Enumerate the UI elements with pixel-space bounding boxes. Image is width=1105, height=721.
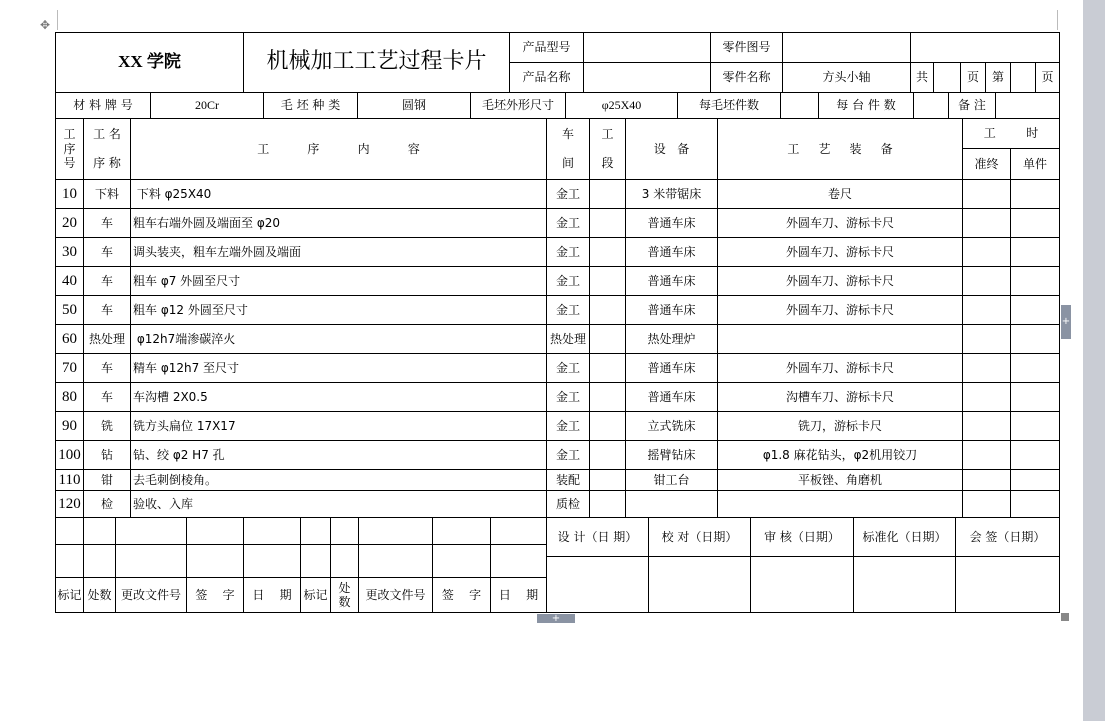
row-no: 120 [55,490,84,518]
col-header-prep: 准终 [962,148,1011,180]
change-log-cell[interactable] [330,544,359,578]
page-corner-mark [57,10,58,30]
row-content[interactable]: 粗车 φ7 外圆至尺寸 [130,266,547,296]
change-log-cell[interactable] [490,517,547,545]
row-section[interactable] [589,411,626,441]
row-section[interactable] [589,353,626,383]
total-pages-value[interactable] [933,62,961,93]
row-workshop[interactable]: 热处理 [546,324,590,354]
change-log-header: 签 字 [186,577,244,613]
row-no: 20 [55,208,84,238]
row-content[interactable]: φ12h7端渗碳淬火 [130,324,547,354]
signature-label: 设 计（日 期） [546,517,649,557]
signature-field[interactable] [648,556,751,613]
row-no: 10 [55,179,84,209]
col-header-name: 工 名 序 称 [83,118,131,180]
row-content[interactable]: 钻、绞 φ2 H7 孔 [130,440,547,470]
row-unit[interactable] [1010,382,1060,412]
table-resize-handle[interactable] [1061,613,1069,621]
blank-cell [910,32,1060,63]
row-prep[interactable] [962,469,1011,491]
row-unit[interactable] [1010,324,1060,354]
row-workshop[interactable]: 金工 [546,237,590,267]
change-log-header: 签 字 [432,577,491,613]
row-prep[interactable] [962,411,1011,441]
row-tooling[interactable]: 外圆车刀、游标卡尺 [717,295,963,325]
total-pages-label: 共 [910,62,934,93]
row-equipment[interactable] [625,490,718,518]
row-section[interactable] [589,266,626,296]
col-header-unit: 单件 [1010,148,1060,180]
material-per-blank[interactable] [780,92,819,119]
material-blank-type[interactable]: 圆钢 [357,92,471,119]
material-per-unit-label: 每 台 件 数 [818,92,914,119]
change-log-cell[interactable] [55,517,84,545]
signature-field[interactable] [853,556,956,613]
change-log-cell[interactable] [115,517,187,545]
col-header-hours: 工 时 [962,118,1060,149]
row-content[interactable]: 验收、入库 [130,490,547,518]
material-remark-label: 备 注 [948,92,996,119]
row-no: 70 [55,353,84,383]
col-header-workshop: 车 间 [546,118,590,180]
row-section[interactable] [589,440,626,470]
vertical-scrollbar[interactable] [1083,0,1105,721]
material-blank-size[interactable]: φ25X40 [565,92,678,119]
row-name[interactable]: 车 [83,237,131,267]
row-workshop[interactable]: 装配 [546,469,590,491]
row-unit[interactable] [1010,469,1060,491]
row-section[interactable] [589,295,626,325]
change-log-cell[interactable] [330,517,359,545]
change-log-cell[interactable] [243,544,301,578]
product-model-label: 产品型号 [509,32,584,63]
row-unit[interactable] [1010,440,1060,470]
row-tooling[interactable]: 平板锉、角磨机 [717,469,963,491]
change-log-header: 更改文件号 [115,577,187,613]
row-no: 90 [55,411,84,441]
change-log-cell[interactable] [300,517,331,545]
signature-label: 会 签（日期） [955,517,1060,557]
table-move-handle-icon[interactable]: ✥ [40,18,51,32]
row-unit[interactable] [1010,411,1060,441]
row-content[interactable]: 车沟槽 2X0.5 [130,382,547,412]
change-log-cell[interactable] [83,517,116,545]
row-no: 30 [55,237,84,267]
row-workshop[interactable]: 质检 [546,490,590,518]
change-log-cell[interactable] [432,517,491,545]
row-section[interactable] [589,469,626,491]
row-tooling[interactable]: 外圆车刀、游标卡尺 [717,266,963,296]
change-log-cell[interactable] [358,544,433,578]
row-content[interactable]: 调头装夹，粗车左端外圆及端面 [130,237,547,267]
row-no: 80 [55,382,84,412]
row-no: 50 [55,295,84,325]
part-name-label: 零件名称 [710,62,783,93]
change-log-cell[interactable] [243,517,301,545]
row-prep[interactable] [962,382,1011,412]
row-name[interactable]: 车 [83,208,131,238]
row-name[interactable]: 车 [83,353,131,383]
row-prep[interactable] [962,179,1011,209]
material-blank-size-label: 毛坯外形尺寸 [470,92,566,119]
row-unit[interactable] [1010,208,1060,238]
signature-field[interactable] [955,556,1060,613]
row-prep[interactable] [962,295,1011,325]
change-log-cell[interactable] [55,544,84,578]
school-name: XX 学院 [55,32,244,93]
add-row-button[interactable]: + [537,614,575,623]
card-title: 机械加工工艺过程卡片 [243,32,510,93]
change-log-header: 标记 [300,577,331,613]
row-no: 40 [55,266,84,296]
row-tooling[interactable]: φ1.8 麻花钻头，φ2机用铰刀 [717,440,963,470]
change-log-cell[interactable] [83,544,116,578]
change-log-cell[interactable] [490,544,547,578]
row-prep[interactable] [962,324,1011,354]
row-prep[interactable] [962,440,1011,470]
row-unit[interactable] [1010,295,1060,325]
change-log-header: 处 数 [330,577,359,613]
row-prep[interactable] [962,237,1011,267]
page-corner-mark [1057,10,1058,30]
row-unit[interactable] [1010,490,1060,518]
row-content[interactable]: 去毛刺倒棱角。 [130,469,547,491]
row-unit[interactable] [1010,266,1060,296]
row-section[interactable] [589,382,626,412]
change-log-cell[interactable] [186,544,244,578]
col-header-no: 工 序 号 [55,118,84,180]
change-log-cell[interactable] [300,544,331,578]
material-per-unit[interactable] [913,92,949,119]
row-no: 110 [55,469,84,491]
row-tooling[interactable]: 沟槽车刀、游标卡尺 [717,382,963,412]
change-log-header: 标记 [55,577,84,613]
row-tooling[interactable]: 外圆车刀、游标卡尺 [717,208,963,238]
row-prep[interactable] [962,208,1011,238]
product-model-value[interactable] [583,32,711,63]
change-log-cell[interactable] [358,517,433,545]
change-log-header: 更改文件号 [358,577,433,613]
product-name-value[interactable] [583,62,711,93]
row-workshop[interactable]: 金工 [546,208,590,238]
change-log-cell[interactable] [432,544,491,578]
row-name[interactable]: 铣 [83,411,131,441]
col-header-content: 工 序 内 容 [130,118,547,180]
part-number-label: 零件图号 [710,32,783,63]
row-equipment[interactable]: 普通车床 [625,266,718,296]
signature-field[interactable] [750,556,854,613]
row-prep[interactable] [962,266,1011,296]
row-prep[interactable] [962,353,1011,383]
col-header-tooling: 工 艺 装 备 [717,118,963,180]
row-name[interactable]: 车 [83,382,131,412]
row-tooling[interactable]: 铣刀，游标卡尺 [717,411,963,441]
row-tooling[interactable] [717,490,963,518]
add-column-button[interactable]: + [1061,305,1071,339]
row-workshop[interactable]: 金工 [546,179,590,209]
change-log-header: 日 期 [490,577,547,613]
row-equipment[interactable]: 普通车床 [625,295,718,325]
row-content[interactable]: 粗车右端外圆及端面至 φ20 [130,208,547,238]
row-equipment[interactable]: 普通车床 [625,353,718,383]
row-section[interactable] [589,490,626,518]
row-workshop[interactable]: 金工 [546,266,590,296]
row-section[interactable] [589,179,626,209]
row-unit[interactable] [1010,353,1060,383]
row-name[interactable]: 钳 [83,469,131,491]
change-log-cell[interactable] [115,544,187,578]
page-unit-label: 页 [1035,62,1060,93]
signature-label: 标准化（日期） [853,517,956,557]
col-header-equipment: 设 备 [625,118,718,180]
signature-field[interactable] [546,556,649,613]
row-content[interactable]: 粗车 φ12 外圆至尺寸 [130,295,547,325]
row-workshop[interactable]: 金工 [546,440,590,470]
row-equipment[interactable]: 钳工台 [625,469,718,491]
row-name[interactable]: 检 [83,490,131,518]
row-unit[interactable] [1010,237,1060,267]
row-workshop[interactable]: 金工 [546,353,590,383]
row-equipment[interactable]: 普通车床 [625,382,718,412]
row-name[interactable]: 下料 [83,179,131,209]
signature-label: 审 核（日期） [750,517,854,557]
change-log-header: 处数 [83,577,116,613]
row-prep[interactable] [962,490,1011,518]
row-tooling[interactable]: 卷尺 [717,179,963,209]
product-name-label: 产品名称 [509,62,584,93]
row-no: 60 [55,324,84,354]
row-equipment[interactable]: 热处理炉 [625,324,718,354]
page-number-label: 第 [985,62,1011,93]
row-name[interactable]: 车 [83,266,131,296]
row-equipment[interactable]: 普通车床 [625,237,718,267]
row-content[interactable]: 铣方头扁位 17X17 [130,411,547,441]
change-log-header: 日 期 [243,577,301,613]
material-grade[interactable]: 20Cr [150,92,264,119]
row-equipment[interactable]: 立式铣床 [625,411,718,441]
material-grade-label: 材 料 牌 号 [55,92,151,119]
row-equipment[interactable]: 普通车床 [625,208,718,238]
part-name-value[interactable]: 方头小轴 [782,62,911,93]
page-number-value[interactable] [1010,62,1036,93]
row-equipment[interactable]: 3 米带锯床 [625,179,718,209]
row-tooling[interactable]: 外圆车刀、游标卡尺 [717,237,963,267]
material-blank-type-label: 毛 坯 种 类 [263,92,358,119]
row-workshop[interactable]: 金工 [546,295,590,325]
change-log-cell[interactable] [186,517,244,545]
row-no: 100 [55,440,84,470]
row-content[interactable]: 精车 φ12h7 至尺寸 [130,353,547,383]
row-tooling[interactable]: 外圆车刀、游标卡尺 [717,353,963,383]
row-section[interactable] [589,237,626,267]
material-remark[interactable] [995,92,1060,119]
row-section[interactable] [589,208,626,238]
signature-label: 校 对（日期） [648,517,751,557]
col-header-section: 工 段 [589,118,626,180]
material-per-blank-label: 每毛坯件数 [677,92,781,119]
row-name[interactable]: 热处理 [83,324,131,354]
part-number-value[interactable] [782,32,911,63]
row-name[interactable]: 钻 [83,440,131,470]
row-name[interactable]: 车 [83,295,131,325]
row-tooling[interactable] [717,324,963,354]
row-equipment[interactable]: 摇臂钻床 [625,440,718,470]
row-workshop[interactable]: 金工 [546,411,590,441]
row-content[interactable]: 下料 φ25X40 [130,179,547,209]
row-unit[interactable] [1010,179,1060,209]
row-section[interactable] [589,324,626,354]
page-unit-label: 页 [960,62,986,93]
row-workshop[interactable]: 金工 [546,382,590,412]
